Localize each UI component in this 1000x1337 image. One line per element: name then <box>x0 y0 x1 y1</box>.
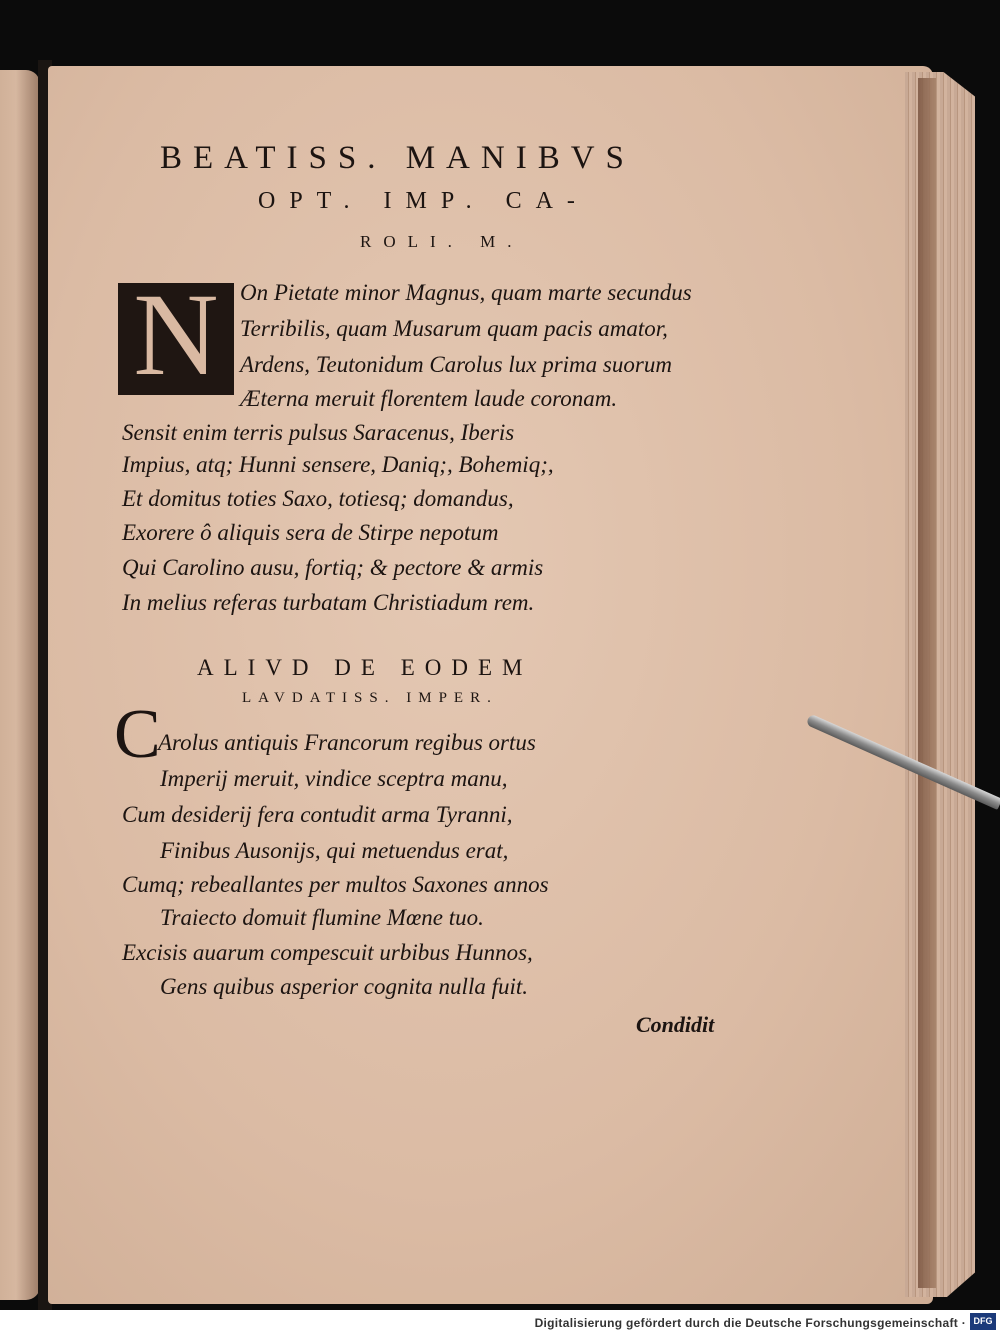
poem2-line-2: Imperij meruit, vindice sceptra manu, <box>160 766 508 791</box>
poem2-line-7: Excisis auarum compescuit urbibus Hunnos, <box>122 940 533 965</box>
heading2-line-1: ALIVD DE EODEM <box>197 655 533 680</box>
heading-line-1: BEATISS. MANIBVS <box>160 140 635 176</box>
page-edge-shadow <box>918 78 936 1288</box>
heading-line-3: ROLI. M. <box>360 232 524 251</box>
poem2-line-8: Gens quibus asperior cognita nulla fuit. <box>160 974 528 999</box>
poem1-line-8: Exorere ô aliquis sera de Stirpe nepotum <box>122 520 499 545</box>
heading2-line-2: LAVDATISS. IMPER. <box>242 690 498 706</box>
catchword: Condidit <box>636 1012 715 1037</box>
poem1-line-6: Impius, atq; Hunni sensere, Daniq;, Bohemiq;, <box>122 452 554 477</box>
poem1-line-7: Et domitus toties Saxo, totiesq; domandus, <box>122 486 514 511</box>
poem1-line-10: In melius referas turbatam Christiadum rem. <box>122 590 535 615</box>
dfg-logo-icon: DFG <box>970 1313 996 1330</box>
poem2-line-1: Arolus antiquis Francorum regibus ortus <box>158 730 536 755</box>
poem2-line-6: Traiecto domuit flumine Mœne tuo. <box>160 905 484 930</box>
decorated-initial-letter: N <box>133 269 219 400</box>
poem1-line-4: Æterna meruit florentem laude coronam. <box>240 386 618 411</box>
poem2-line-4: Finibus Ausonijs, qui metuendus erat, <box>160 838 509 863</box>
poem2-line-3: Cum desiderij fera contudit arma Tyranni, <box>122 802 513 827</box>
funding-notice: Digitalisierung gefördert durch die Deutsche Forschungsgemeinschaft · <box>534 1316 966 1330</box>
decorated-initial-n <box>118 269 234 400</box>
poem1-line-9: Qui Carolino ausu, fortiq; & pectore & armis <box>122 555 544 580</box>
page-stack-edges <box>905 72 975 1297</box>
poem1-line-3: Ardens, Teutonidum Carolus lux prima suorum <box>240 352 672 377</box>
initial-c: C <box>114 696 161 773</box>
poem2-line-5: Cumq; rebeallantes per multos Saxones annos <box>122 872 549 897</box>
heading-line-2: OPT. IMP. CA- <box>258 188 589 214</box>
poem1-line-1: On Pietate minor Magnus, quam marte secundus <box>240 280 692 305</box>
left-page-edge <box>0 70 40 1300</box>
poem1-line-2: Terribilis, quam Musarum quam pacis amator, <box>240 316 668 341</box>
poem1-line-5: Sensit enim terris pulsus Saracenus, Iberis <box>122 420 515 445</box>
